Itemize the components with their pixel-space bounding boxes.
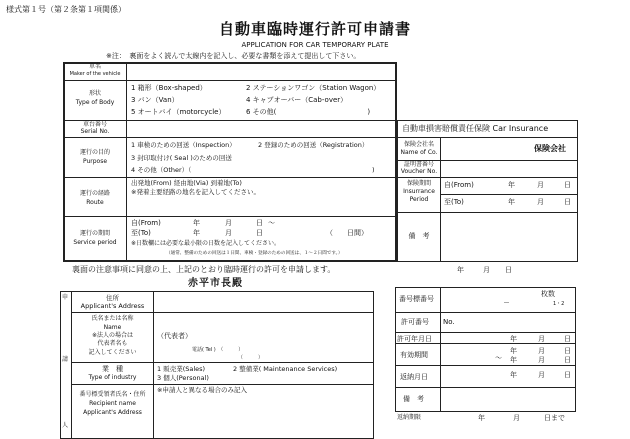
purpose-label-en: Purpose (82, 158, 108, 165)
industry-label-en: Type of industry (88, 374, 137, 381)
declaration-text: 裏面の注意事項に同意の上、上記のとおり臨時運行の許可を申請します。 (72, 265, 336, 274)
year-label: 年 (508, 181, 515, 189)
period-note-detail: （通常、整備のための回送は１日間、車検・登録のための回送は、１～２日間です。） (166, 251, 343, 256)
year-label: 年 (478, 414, 485, 422)
name-field[interactable] (155, 314, 372, 332)
name-note: ※法人の場合は (91, 332, 134, 339)
day-label: 日 (564, 371, 571, 379)
route-note: ※発着主要経路の地名を記入してください。 (131, 188, 260, 196)
month-label: 月 (537, 198, 544, 206)
purpose-option[interactable]: 2 登録のための回送（Registration） (258, 141, 369, 149)
route-instructions: 出発地(From) 経由地(Via) 到着地(To) (131, 179, 242, 187)
applicant-side-label: 人 (62, 422, 69, 429)
body-option[interactable]: 6 その他( ) (246, 108, 371, 116)
voucher-field[interactable] (442, 162, 576, 176)
period-to-label: 至(To) (131, 229, 151, 237)
tel-paren: （ ） (238, 355, 264, 361)
industry-option[interactable]: 2 整備業( Maintenance Services) (233, 365, 338, 373)
applicant-side-label: 申 (62, 294, 69, 301)
permit-number-prefix[interactable]: No. (443, 318, 455, 326)
recipient-label-en2: Applicant's Address (83, 409, 142, 416)
name-label-en: Name (103, 324, 122, 331)
month-label: 月 (225, 219, 232, 227)
year-label: 年 (510, 371, 517, 379)
voucher-label-en: Voucher No. (400, 168, 438, 175)
industry-option[interactable]: 1 販売業(Sales) (157, 365, 206, 373)
day-label: 日 (564, 181, 571, 189)
industry-label: 業 種 (102, 365, 123, 373)
maker-field[interactable] (128, 64, 394, 79)
recipient-note: ※申請人と異なる場合のみ記入 (157, 386, 247, 394)
instruction-note: ※注： 裏面をよく読んで太線内を記入し、必要な書類を添えて提出して下さい。 (106, 52, 361, 60)
serial-label-en: Serial No. (80, 128, 110, 135)
valid-period-label: 有効期間 (400, 351, 428, 359)
address-label-en: Applicant's Address (80, 302, 145, 310)
name-note: 記入してください (88, 349, 137, 356)
day-label: 日 (256, 219, 263, 227)
month-label: 月 (225, 229, 232, 237)
year-label: 年 (457, 266, 464, 274)
period-label-en: Service period (73, 239, 117, 246)
period-note: ※日数欄には必要な最小限の日数を記入してください。 (131, 240, 281, 247)
day-label: 日 (564, 347, 571, 355)
maker-label-en: Maker of the vehicle (69, 71, 121, 77)
recipient-field[interactable] (155, 397, 372, 437)
plate-count-value: 1・2 (553, 301, 565, 307)
route-label-en: Route (86, 199, 104, 206)
month-label: 月 (538, 335, 545, 343)
body-option[interactable]: 3 バン（Van） (131, 96, 179, 104)
industry-option[interactable]: 3 個人(Personal) (157, 374, 209, 382)
tel-label[interactable]: 電話( Tel ) （ ） (192, 347, 244, 353)
insurance-company-value[interactable]: 保険会社 (534, 144, 566, 153)
month-label: 月 (538, 371, 545, 379)
purpose-close-paren: ) (372, 166, 375, 174)
recipient-label: 番号標受領者氏名・住所 (79, 391, 146, 398)
days-count[interactable]: （ 日間） (326, 229, 368, 237)
tilde-mark: ～ (268, 219, 275, 227)
plate-dash: ― (504, 300, 509, 306)
insurance-company-label: 保険会社名 (403, 141, 434, 148)
addressee: 赤平市長殿 (188, 278, 243, 289)
year-label: 年 (193, 219, 200, 227)
insurance-from-label: 自(From) (444, 181, 474, 189)
return-deadline-until: 日まで (544, 414, 565, 422)
route-label: 運行の経路 (79, 190, 110, 197)
month-label: 月 (538, 347, 545, 355)
insurance-company-label-en: Name of Co. (400, 149, 438, 156)
day-label: 日 (564, 356, 571, 364)
insurance-period-label-en: Insurrance (403, 188, 435, 195)
purpose-option[interactable]: 3 封印取付け( Seal )のための回送 (131, 154, 232, 162)
day-label: 日 (564, 198, 571, 206)
maker-label: 車名 (88, 63, 101, 70)
tilde-mark: ～ (495, 354, 502, 362)
return-date-label: 返納月日 (400, 373, 428, 381)
year-label: 年 (510, 347, 517, 355)
purpose-label: 運行の目的 (79, 149, 110, 156)
serial-field[interactable] (128, 121, 394, 136)
year-label: 年 (193, 229, 200, 237)
day-label: 日 (256, 229, 263, 237)
body-type-label: 形状 (88, 90, 101, 97)
body-type-label-en: Type of Body (75, 99, 115, 106)
month-label: 月 (483, 266, 490, 274)
plate-number-label: 番号標番号 (399, 295, 434, 303)
year-label: 年 (510, 335, 517, 343)
office-remarks-field[interactable] (442, 389, 574, 410)
month-label: 月 (537, 181, 544, 189)
serial-label: 車台番号 (82, 121, 107, 128)
purpose-option[interactable]: 1 車検のための回送（Inspection） (131, 141, 236, 149)
day-label: 日 (564, 335, 571, 343)
insurance-remarks-field[interactable] (442, 214, 576, 260)
page-title: 自動車臨時運行許可申請書 (218, 20, 411, 38)
insurance-header: 自動車損害賠償責任保険 Car Insurance (402, 124, 549, 133)
return-deadline-label: 返納期限 (397, 414, 422, 421)
year-label: 年 (508, 198, 515, 206)
day-label: 日 (505, 266, 512, 274)
permit-number-label: 許可番号 (401, 318, 429, 326)
page-subtitle: APPLICATION FOR CAR TEMPORARY PLATE (241, 41, 389, 49)
address-label: 住所 (106, 294, 119, 302)
month-label: 月 (513, 414, 520, 422)
voucher-label: 証明書番号 (403, 161, 434, 168)
year-label: 年 (510, 356, 517, 364)
insurance-to-label: 至(To) (444, 198, 464, 206)
body-option[interactable]: 5 オートバイ（motorcycle） (131, 108, 226, 116)
period-from-label: 自(From) (131, 219, 161, 227)
insurance-period-label: 保険期間 (406, 180, 431, 187)
insurance-remarks-label: 備 考 (408, 232, 430, 240)
body-option[interactable]: 2 ステーションワゴン（Station Wagon） (246, 84, 381, 92)
representative-label: （代表者） (157, 332, 192, 340)
address-field[interactable] (155, 292, 372, 311)
period-label: 運行の期間 (79, 230, 110, 237)
insurance-period-label-en2: Period (409, 196, 429, 203)
purpose-option[interactable]: 4 その他（Other）（ (131, 166, 192, 174)
route-field[interactable] (128, 199, 394, 215)
form-number: 様式第１号（第２条第１項関係） (6, 5, 126, 14)
office-remarks-label: 備 考 (403, 395, 424, 403)
name-note: 代表者名も (97, 340, 128, 347)
recipient-label-en: Recipient name (89, 400, 136, 407)
month-label: 月 (538, 356, 545, 364)
applicant-side-label: 請 (62, 356, 69, 363)
body-option[interactable]: 4 キャブオーバー（Cab-over） (246, 96, 348, 104)
name-label: 氏名または名称 (91, 315, 134, 322)
permit-date-label: 許可年月日 (397, 335, 432, 343)
plate-count-label: 枚数 (541, 290, 555, 298)
body-option[interactable]: 1 箱形（Box-shaped） (131, 84, 207, 92)
